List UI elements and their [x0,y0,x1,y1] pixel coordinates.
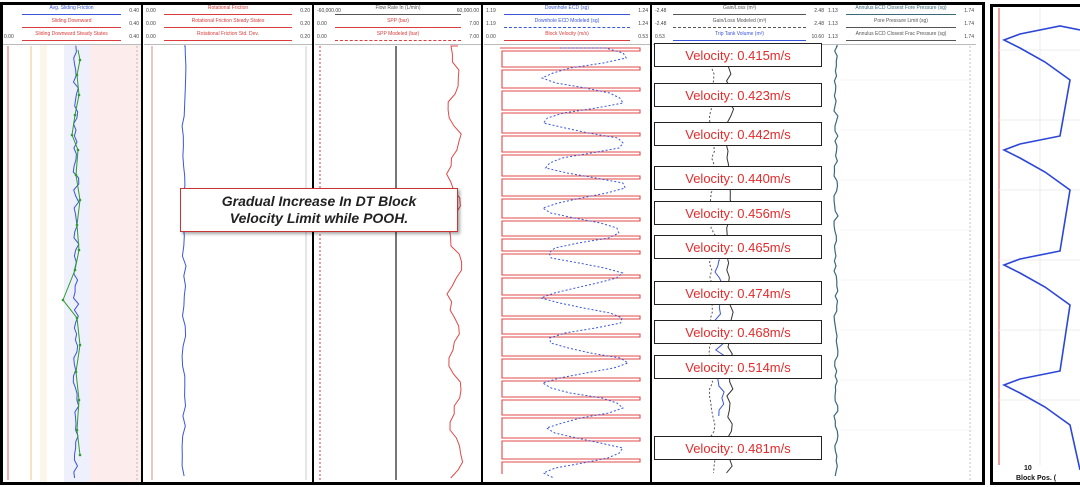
curve-scale-end: 0.20 [300,21,310,27]
curve-scale-end: 0.53 [638,34,648,40]
curve-scale-end: 0.40 [129,34,139,40]
right-panel-frame [990,4,1080,485]
curve-scale-start: 1.13 [828,8,838,14]
curve-scale-end: 1.74 [964,21,974,27]
curve-scale-start: 0.00 [4,34,14,40]
velocity-label: Velocity: 0.440m/s [654,166,822,190]
curve-scale-start: 0.00 [317,21,327,27]
curve-scale-start: -60,000.00 [317,8,341,14]
velocity-label: Velocity: 0.442m/s [654,122,822,146]
curve-scale-end: 1.74 [964,8,974,14]
curve-scale-start: 0.00 [146,8,156,14]
curve-scale-end: 0.20 [300,8,310,14]
curve-header-label: Annulus ECD Closest Fore Pressure (sg) [855,5,947,11]
right-panel-axis-label: Block Pos. ( [1016,475,1057,482]
curve-header-label: Trip Tank Volume (m³) [715,31,764,37]
curve-scale-start: -2.48 [655,8,667,14]
annotation-line-2: Velocity Limit while POOH. [229,210,409,226]
curve-scale-end: 1.24 [638,8,648,14]
curve-header-label: Downhole ECD Modeled (sg) [534,18,600,24]
main-log-frame [0,2,985,485]
curve-scale-start: 0.00 [146,34,156,40]
curve-scale-end: 2.48 [814,8,824,14]
curve-scale-start: 0.53 [655,34,665,40]
curve-scale-start: 0.00 [146,21,156,27]
curve-header-label: Annulus ECD Closest Frac Pressure (sg) [855,31,947,37]
curve-header-label: Rotational Friction Steady States [191,18,265,24]
velocity-label: Velocity: 0.415m/s [654,43,822,67]
curve-header-label: Sliding Downward [51,18,92,24]
curve-scale-end: 0.40 [129,8,139,14]
curve-header-label: Avg. Sliding Friction [49,5,94,11]
curve-scale-end: 0.20 [300,34,310,40]
velocity-label: Velocity: 0.514m/s [654,355,822,379]
curve-scale-end: 1.74 [964,34,974,40]
velocity-label: Velocity: 0.423m/s [654,83,822,107]
curve-header-label: Block Velocity (m/s) [545,31,589,37]
curve-scale-end: 2.48 [814,21,824,27]
curve-header-label: Gain/Loss Modeled (m³) [712,18,767,24]
curve-header-label: Sliding Downward Steady States [35,31,108,37]
curve-scale-start: 0.00 [486,34,496,40]
curve-scale-start: 1.19 [486,8,496,14]
curve-scale-end: 0.40 [129,21,139,27]
curve-scale-end: 10.60 [811,34,824,40]
curve-scale-start: -2.48 [655,21,667,27]
velocity-label: Velocity: 0.481m/s [654,436,822,460]
curve-header-label: SPP (bar) [387,18,409,24]
curve-header-label: Rotational Friction [207,5,249,11]
curve-scale-end: 7.00 [469,21,479,27]
velocity-label: Velocity: 0.468m/s [654,320,822,344]
velocity-label: Velocity: 0.465m/s [654,235,822,259]
right-panel-tick: 10 [1024,465,1032,472]
curve-scale-start: 1.19 [486,21,496,27]
curve-header-label: SPP Modeled (bar) [376,31,420,37]
annotation-line-1: Gradual Increase In DT Block [221,193,417,209]
curve-scale-start: 1.13 [828,21,838,27]
curve-header-label: Downhole ECD (sg) [544,5,590,11]
curve-scale-start: 0.00 [317,34,327,40]
curve-header-label: Rotational Friction Std. Dev. [197,31,259,37]
velocity-label: Velocity: 0.474m/s [654,281,822,305]
curve-scale-end: 1.24 [638,21,648,27]
curve-header-label: Gain/Loss (m³) [722,5,757,11]
velocity-label: Velocity: 0.456m/s [654,201,822,225]
curve-header-label: Flow Rate In (L/min) [375,5,421,11]
curve-scale-end: 60,000.00 [456,8,479,14]
curve-header-label: Pore Pressure Limit (sg) [874,18,928,24]
curve-scale-end: 7.00 [469,34,479,40]
curve-scale-start: 1.13 [828,34,838,40]
